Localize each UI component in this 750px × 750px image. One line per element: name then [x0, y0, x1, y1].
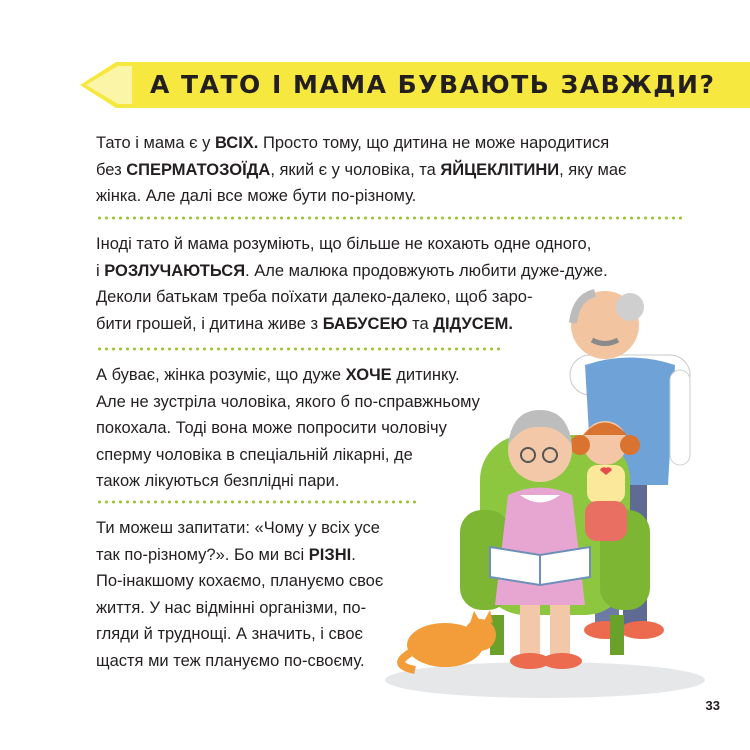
- text-line: [96, 231, 608, 258]
- emphasis-text: ВСІХ.: [215, 134, 259, 152]
- emphasis-text: РІЗНІ: [308, 545, 352, 564]
- text-line: [96, 648, 383, 675]
- text-line: [96, 258, 608, 285]
- paragraph-parents-everyone: [96, 130, 626, 210]
- text-line: [96, 621, 383, 648]
- body-text: так по-різному?». Бо ми всі: [96, 545, 309, 564]
- body-text: дитинку.: [391, 366, 460, 384]
- title-banner: [80, 62, 750, 108]
- body-text: А буває, жінка розуміє, що дуже: [96, 366, 346, 384]
- body-text: і: [96, 261, 105, 280]
- body-text: покохала. Тоді вона може попросити чоловічу: [96, 419, 447, 437]
- grandparents-reading-icon: [380, 285, 710, 705]
- body-text: Просто тому, що дитина не може народитися: [258, 134, 610, 152]
- text-line: [96, 130, 626, 157]
- body-text: без: [96, 160, 127, 179]
- paragraph-everyone-different: [96, 515, 383, 674]
- dotted-divider: [96, 500, 416, 504]
- emphasis-text: ДІДУСЕМ.: [433, 314, 514, 333]
- emphasis-text: ЯЙЦЕКЛІТИНИ: [440, 160, 560, 179]
- page-number: 33: [705, 698, 720, 713]
- emphasis-text: ХОЧЕ: [345, 366, 392, 384]
- page-title: А ТАТО І МАМА БУВАЮТЬ ЗАВЖДИ?: [150, 70, 716, 99]
- body-text: .: [351, 545, 356, 564]
- text-line: [96, 157, 626, 184]
- body-text: та: [407, 314, 434, 333]
- body-text: , який є у чоловіка, та: [270, 160, 441, 179]
- body-text: , яку має: [559, 160, 627, 179]
- body-text: жінка. Але далі все може бути по-різному.: [96, 187, 417, 205]
- family-illustration: [380, 285, 710, 705]
- dotted-divider: [96, 216, 686, 220]
- body-text: Тато і мама є у: [96, 134, 215, 152]
- emphasis-text: РОЗЛУЧАЮТЬСЯ: [104, 261, 246, 280]
- body-text: По-інакшому кохаємо, плануємо своє: [96, 572, 384, 590]
- body-text: Ти можеш запитати: «Чому у всіх усе: [96, 519, 380, 537]
- text-line: [96, 595, 383, 622]
- body-text: також лікуються безплідні пари.: [96, 472, 340, 490]
- emphasis-text: БАБУСЕЮ: [322, 314, 408, 333]
- body-text: життя. У нас відмінні організми, по-: [96, 598, 367, 617]
- emphasis-text: СПЕРМАТОЗОЇДА: [126, 160, 271, 179]
- text-line: [96, 515, 383, 542]
- text-line: [96, 568, 383, 595]
- text-line: [96, 542, 383, 569]
- body-text: Але не зустріла чоловіка, якого б по-справжньому: [96, 392, 480, 411]
- text-line: [96, 183, 626, 210]
- body-text: гляди й труднощі. А значить, і своє: [96, 625, 363, 643]
- body-text: щастя ми теж плануємо по-своєму.: [96, 651, 365, 670]
- body-text: Іноді тато й мама розуміють, що більше не кохають одне одного,: [96, 235, 592, 253]
- body-text: сперму чоловіка в спеціальній лікарні, де: [96, 445, 413, 464]
- body-text: Деколи батькам треба поїхати далеко-далеко, щоб заро-: [96, 288, 533, 306]
- body-text: . Але малюка продовжують любити дуже-дуже.: [245, 261, 608, 280]
- body-text: бити грошей, і дитина живе з: [96, 314, 323, 333]
